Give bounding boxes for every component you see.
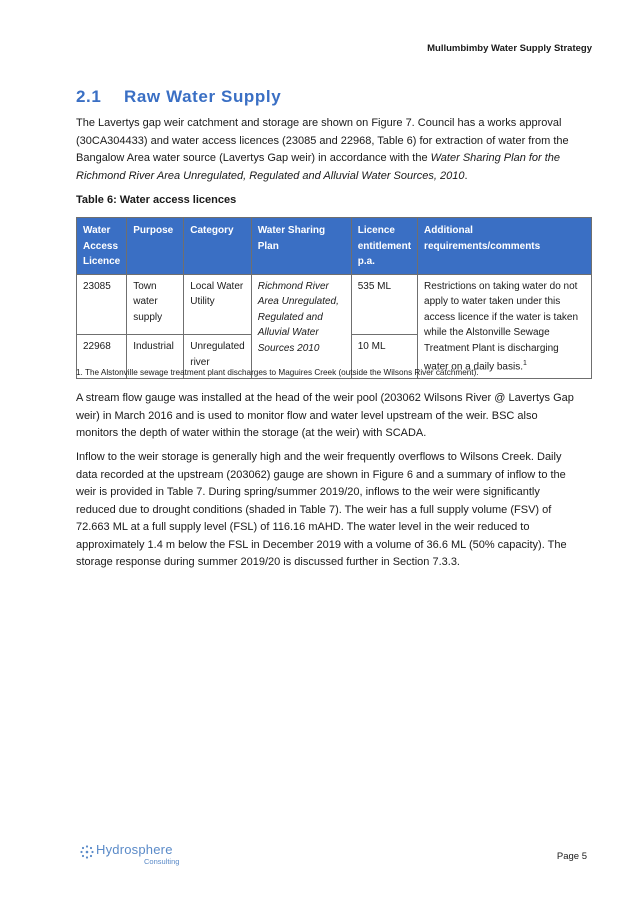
section-heading bbox=[76, 87, 281, 107]
paragraph-inflow: Inflow to the weir storage is generally high and the weir frequently overflows to Wilsons Creek. Daily data recorded at the upstream (203062) gauge are shown in Figure 6 and a summary of inflow to the weir is provided in Table 7. During spring/summer 2019/20, inflows to the weir were significantly reduced due to drought conditions (shaded in Table 7). The weir has a full supply volume (FSV) of 72.663 ML at a full supply level (FSL) of 116.16 mAHD. The water level in the weir reduced to approximately 1.4 m below the FSL in December 2019 with a volume of 36.6 ML (50% capacity). The storage response during summer 2019/20 is discussed further in Section 7.3.3. bbox=[76, 451, 567, 568]
cell-category: Local Water Utility bbox=[184, 274, 251, 335]
hydrosphere-logo bbox=[80, 843, 190, 873]
section-title: Raw Water Supply bbox=[124, 87, 282, 106]
paragraph-gauge: A stream flow gauge was installed at the head of the weir pool (203062 Wilsons River @ Lavertys Gap weir) in March 2016 and is used to monitor flow and water level upstream of the weir. BSC also monitors the depth of water within the storage (at the weir) with SCADA. bbox=[76, 392, 574, 439]
cell-purpose: Industrial bbox=[127, 335, 184, 379]
plan-reference: Water Sharing Plan for the Richmond River Area Unregulated, Regulated and Alluvial Water Sources, 2010 bbox=[76, 152, 561, 182]
logo-subtitle: Consulting bbox=[144, 857, 180, 866]
table-header-row bbox=[77, 218, 592, 275]
cell-licence: 23085 bbox=[77, 274, 127, 335]
paragraph-intro-end: . bbox=[464, 169, 468, 182]
paragraph-intro-text: The Lavertys gap weir catchment and storage are shown on Figure 7. Council has a works approval (30CA304433) and water access licences (23085 and 22968, Table 6) for extraction of water from the Bangalow Area water source (Lavertys Gap weir) in accordance with the bbox=[76, 117, 569, 164]
section-number: 2.1 bbox=[76, 87, 102, 106]
header-entitlement: Licence entitlement p.a. bbox=[351, 218, 417, 275]
cell-comments bbox=[418, 274, 592, 378]
table-row bbox=[77, 274, 592, 335]
page-number: Page 5 bbox=[556, 851, 587, 862]
logo-wordmark: Hydrosphere bbox=[96, 842, 173, 857]
footnote-marker: 1 bbox=[523, 360, 527, 367]
header-licence: Water Access Licence bbox=[77, 218, 127, 275]
header-purpose: Purpose bbox=[127, 218, 184, 275]
cell-licence: 22968 bbox=[77, 335, 127, 379]
header-plan: Water Sharing Plan bbox=[251, 218, 351, 275]
cell-category: Unregulated river bbox=[184, 335, 251, 379]
cell-purpose: Town water supply bbox=[127, 274, 184, 335]
header-comments: Additional requirements/comments bbox=[418, 218, 592, 275]
cell-entitlement: 10 ML bbox=[351, 335, 417, 379]
comments-text: Restrictions on taking water do not apply to water taken under this access licence if the water is taken while the Alstonville Sewage Treatment Plant is discharging water on a daily basis. bbox=[424, 280, 579, 373]
paragraph-intro bbox=[76, 115, 576, 185]
licences-table bbox=[76, 217, 592, 379]
running-header: Mullumbimby Water Supply Strategy bbox=[427, 43, 592, 54]
cell-plan: Richmond River Area Unregulated, Regulated and Alluvial Water Sources 2010 bbox=[251, 274, 351, 378]
header-category: Category bbox=[184, 218, 251, 275]
logo-mark-icon bbox=[80, 845, 94, 859]
cell-entitlement: 535 ML bbox=[351, 274, 417, 335]
table-footnote: 1. The Alstonville sewage treatment plant discharges to Maguires Creek (outside the Wilsons River catchment). bbox=[76, 368, 479, 377]
table-caption: Table 6: Water access licences bbox=[76, 194, 237, 206]
